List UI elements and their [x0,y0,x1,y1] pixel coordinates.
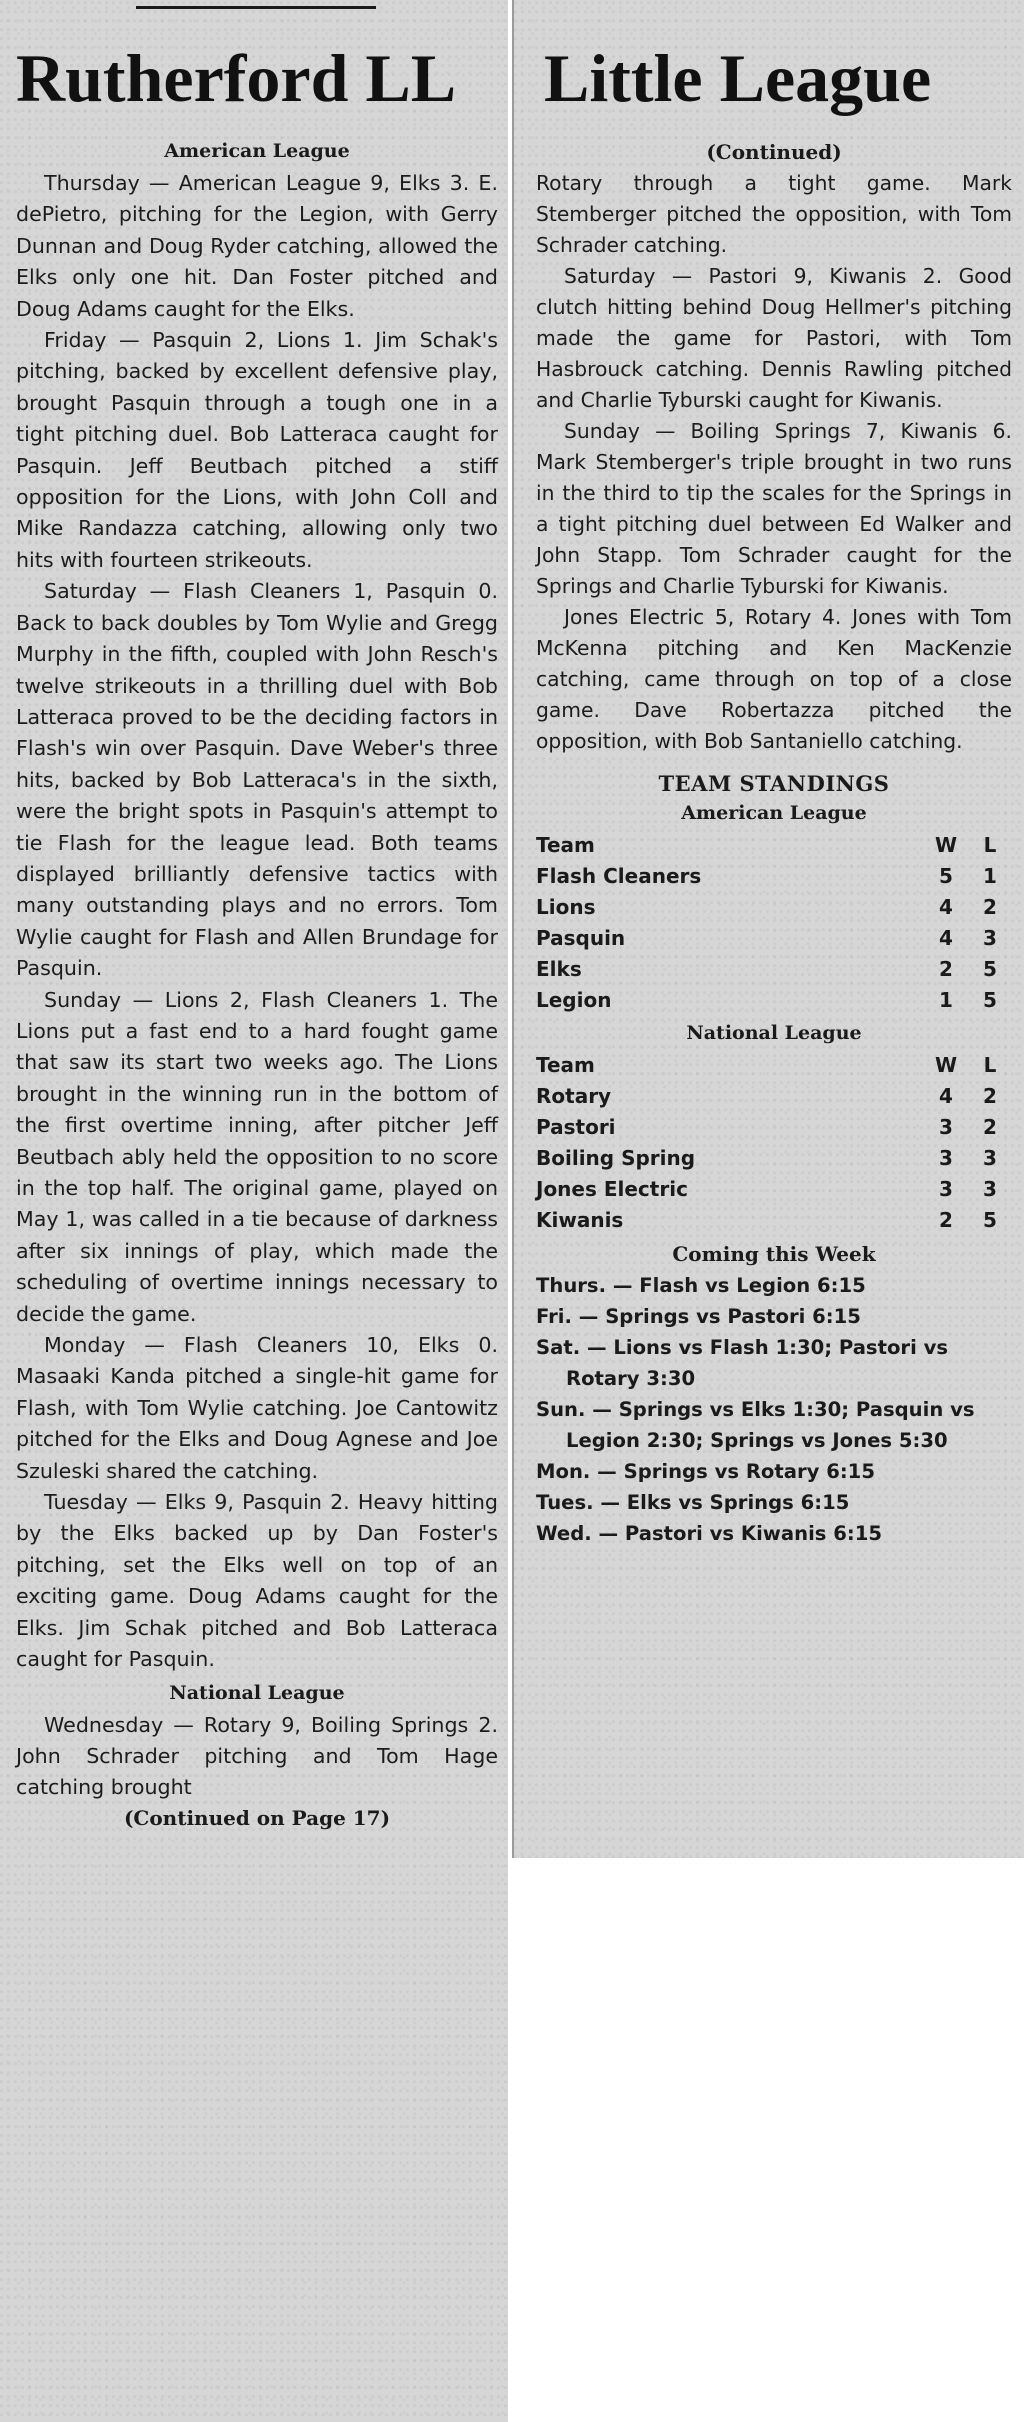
article-paragraph: Thursday — American League 9, Elks 3. E. dePietro, pitching for the Legion, with Gerry Dunnan and Doug Ryder catching, allowed the Elks only one hit. Dan Foster pitched and Doug Adams caught for the Elks. [16,171,498,321]
team-name: Kiwanis [536,1208,624,1232]
team-name: Legion [536,988,612,1012]
schedule-line: Wed. — Pastori vs Kiwanis 6:15 [536,1522,883,1545]
team-wins: 3 [939,1146,953,1170]
article-paragraph: Monday — Flash Cleaners 10, Elks 0. Masaaki Kanda pitched a single-hit game for Flash, with Tom Wylie catching. Joe Cantowitz pitched for the Elks and Doug Agnese and Joe Szuleski shared the catching. [16,1333,498,1483]
team-name: Flash Cleaners [536,864,702,888]
team-header: Team [536,1053,595,1077]
standings-row [536,954,1012,985]
team-name: Rotary [536,1084,612,1108]
article-paragraph: Rotary through a tight game. Mark Stemberger pitched the opposition, with Tom Schrader catching. [536,171,1012,257]
team-standings-title: TEAM STANDINGS [658,771,890,796]
wins-header: W [934,833,958,857]
continued-on-note: (Continued on Page 17) [123,1805,391,1830]
american-standings-label: American League [681,802,867,824]
team-losses: 2 [983,895,997,919]
article-paragraph: Tuesday — Elks 9, Pasquin 2. Heavy hitting by the Elks backed up by Dan Foster's pitching, set the Elks well on top of an exciting game. Doug Adams caught for the Elks. Jim Schak pitched and Bob Latteraca caught for Pasquin. [16,1490,498,1672]
team-wins: 3 [939,1115,953,1139]
american-league-subhead: American League [164,140,350,162]
team-name: Pastori [536,1115,616,1139]
team-name: Elks [536,957,582,981]
standings-header [536,1050,1012,1081]
losses-header: L [983,1053,997,1077]
standings-row [536,1112,1012,1143]
left-column [0,0,508,2422]
team-header: Team [536,833,595,857]
article-paragraph: Sunday — Boiling Springs 7, Kiwanis 6. Mark Stemberger's triple brought in two runs in the third to tip the scales for the Springs in a tight pitching duel between Ed Walker and John Stapp. Tom Schrader caught for the Springs and Charlie Tyburski for Kiwanis. [536,419,1012,598]
national-standings-label: National League [686,1022,862,1044]
team-wins: 2 [939,957,953,981]
schedule-line: Fri. — Springs vs Pastori 6:15 [536,1305,861,1328]
article-paragraph: Jones Electric 5, Rotary 4. Jones with Tom McKenna pitching and Ken MacKenzie catching, came through on top of a close game. Dave Robertazza pitched the opposition, with Bob Santaniello catching. [536,605,1012,753]
team-losses: 1 [983,864,997,888]
schedule-line: Thurs. — Flash vs Legion 6:15 [536,1274,866,1297]
article-paragraph: Sunday — Lions 2, Flash Cleaners 1. The Lions put a fast end to a hard fought game that saw its start two weeks ago. The Lions brought in the winning run in the bottom of the first overtime inning, after pitcher Jeff Beutbach ably held the opposition to no score in the top half. The original game, played on May 1, was called in a tie because of darkness after six innings of play, which made the scheduling of overtime innings necessary to decide the game. [16,987,498,1326]
standings-row [536,892,1012,923]
team-name: Boiling Spring [536,1146,696,1170]
right-column [512,0,1024,1858]
top-rule [136,6,376,9]
article-paragraph: Friday — Pasquin 2, Lions 1. Jim Schak's pitching, backed by excellent defensive play, brought Pasquin through a tough one in a tight pitching duel. Bob Latteraca caught for Pasquin. Jeff Beutbach pitched a stiff opposition for the Lions, with John Coll and Mike Randazza catching, allowing only two hits with fourteen strikeouts. [16,328,498,572]
standings-row [536,1205,1012,1236]
team-wins: 4 [939,895,953,919]
team-wins: 4 [939,926,953,950]
coming-this-week-title: Coming this Week [672,1242,876,1266]
team-losses: 3 [983,926,997,950]
team-name: Pasquin [536,926,626,950]
team-wins: 1 [939,988,953,1012]
continued-label: (Continued) [706,140,842,164]
team-losses: 5 [983,1208,997,1232]
standings-row [536,1081,1012,1112]
team-losses: 5 [983,957,997,981]
team-wins: 3 [939,1177,953,1201]
national-league-subhead: National League [169,1681,345,1704]
losses-header: L [983,833,997,857]
article-paragraph: Wednesday — Rotary 9, Boiling Springs 2. John Schrader pitching and Tom Hage catching brought [16,1712,498,1800]
team-name: Lions [536,895,596,919]
standings-row [536,1174,1012,1205]
standings-row [536,1143,1012,1174]
schedule-line: Sun. — Springs vs Elks 1:30; Pasquin vs Legion 2:30; Springs vs Jones 5:30 [536,1398,975,1452]
schedule-line: Tues. — Elks vs Springs 6:15 [536,1491,850,1514]
team-losses: 5 [983,988,997,1012]
team-name: Jones Electric [536,1177,688,1201]
standings-row [536,861,1012,892]
right-headline: Little League [544,40,932,116]
team-losses: 3 [983,1146,997,1170]
team-losses: 3 [983,1177,997,1201]
schedule-line: Mon. — Springs vs Rotary 6:15 [536,1460,875,1483]
schedule-line: Sat. — Lions vs Flash 1:30; Pastori vs Rotary 3:30 [536,1336,949,1390]
standings-row [536,923,1012,954]
team-losses: 2 [983,1084,997,1108]
standings-header [536,830,1012,861]
left-headline: Rutherford LL [16,40,457,116]
standings-row [536,985,1012,1016]
team-wins: 4 [939,1084,953,1108]
wins-header: W [934,1053,958,1077]
article-paragraph: Saturday — Pastori 9, Kiwanis 2. Good clutch hitting behind Doug Hellmer's pitching made the game for Pastori, with Tom Hasbrouck catching. Dennis Rawling pitched and Charlie Tyburski caught for Kiwanis. [536,264,1012,412]
team-losses: 2 [983,1115,997,1139]
team-wins: 2 [939,1208,953,1232]
article-paragraph: Saturday — Flash Cleaners 1, Pasquin 0. Back to back doubles by Tom Wylie and Gregg Murphy in the fifth, coupled with John Resch's twelve strikeouts in a thrilling duel with Bob Latteraca proved to be the deciding factors in Flash's win over Pasquin. Dave Weber's three hits, backed by Bob Latteraca's in the sixth, were the bright spots in Pasquin's attempt to tie Flash for the league lead. Both teams displayed brilliantly defensive tactics with many outstanding plays and no errors. Tom Wylie caught for Flash and Allen Brundage for Pasquin. [16,579,498,981]
team-wins: 5 [939,864,953,888]
